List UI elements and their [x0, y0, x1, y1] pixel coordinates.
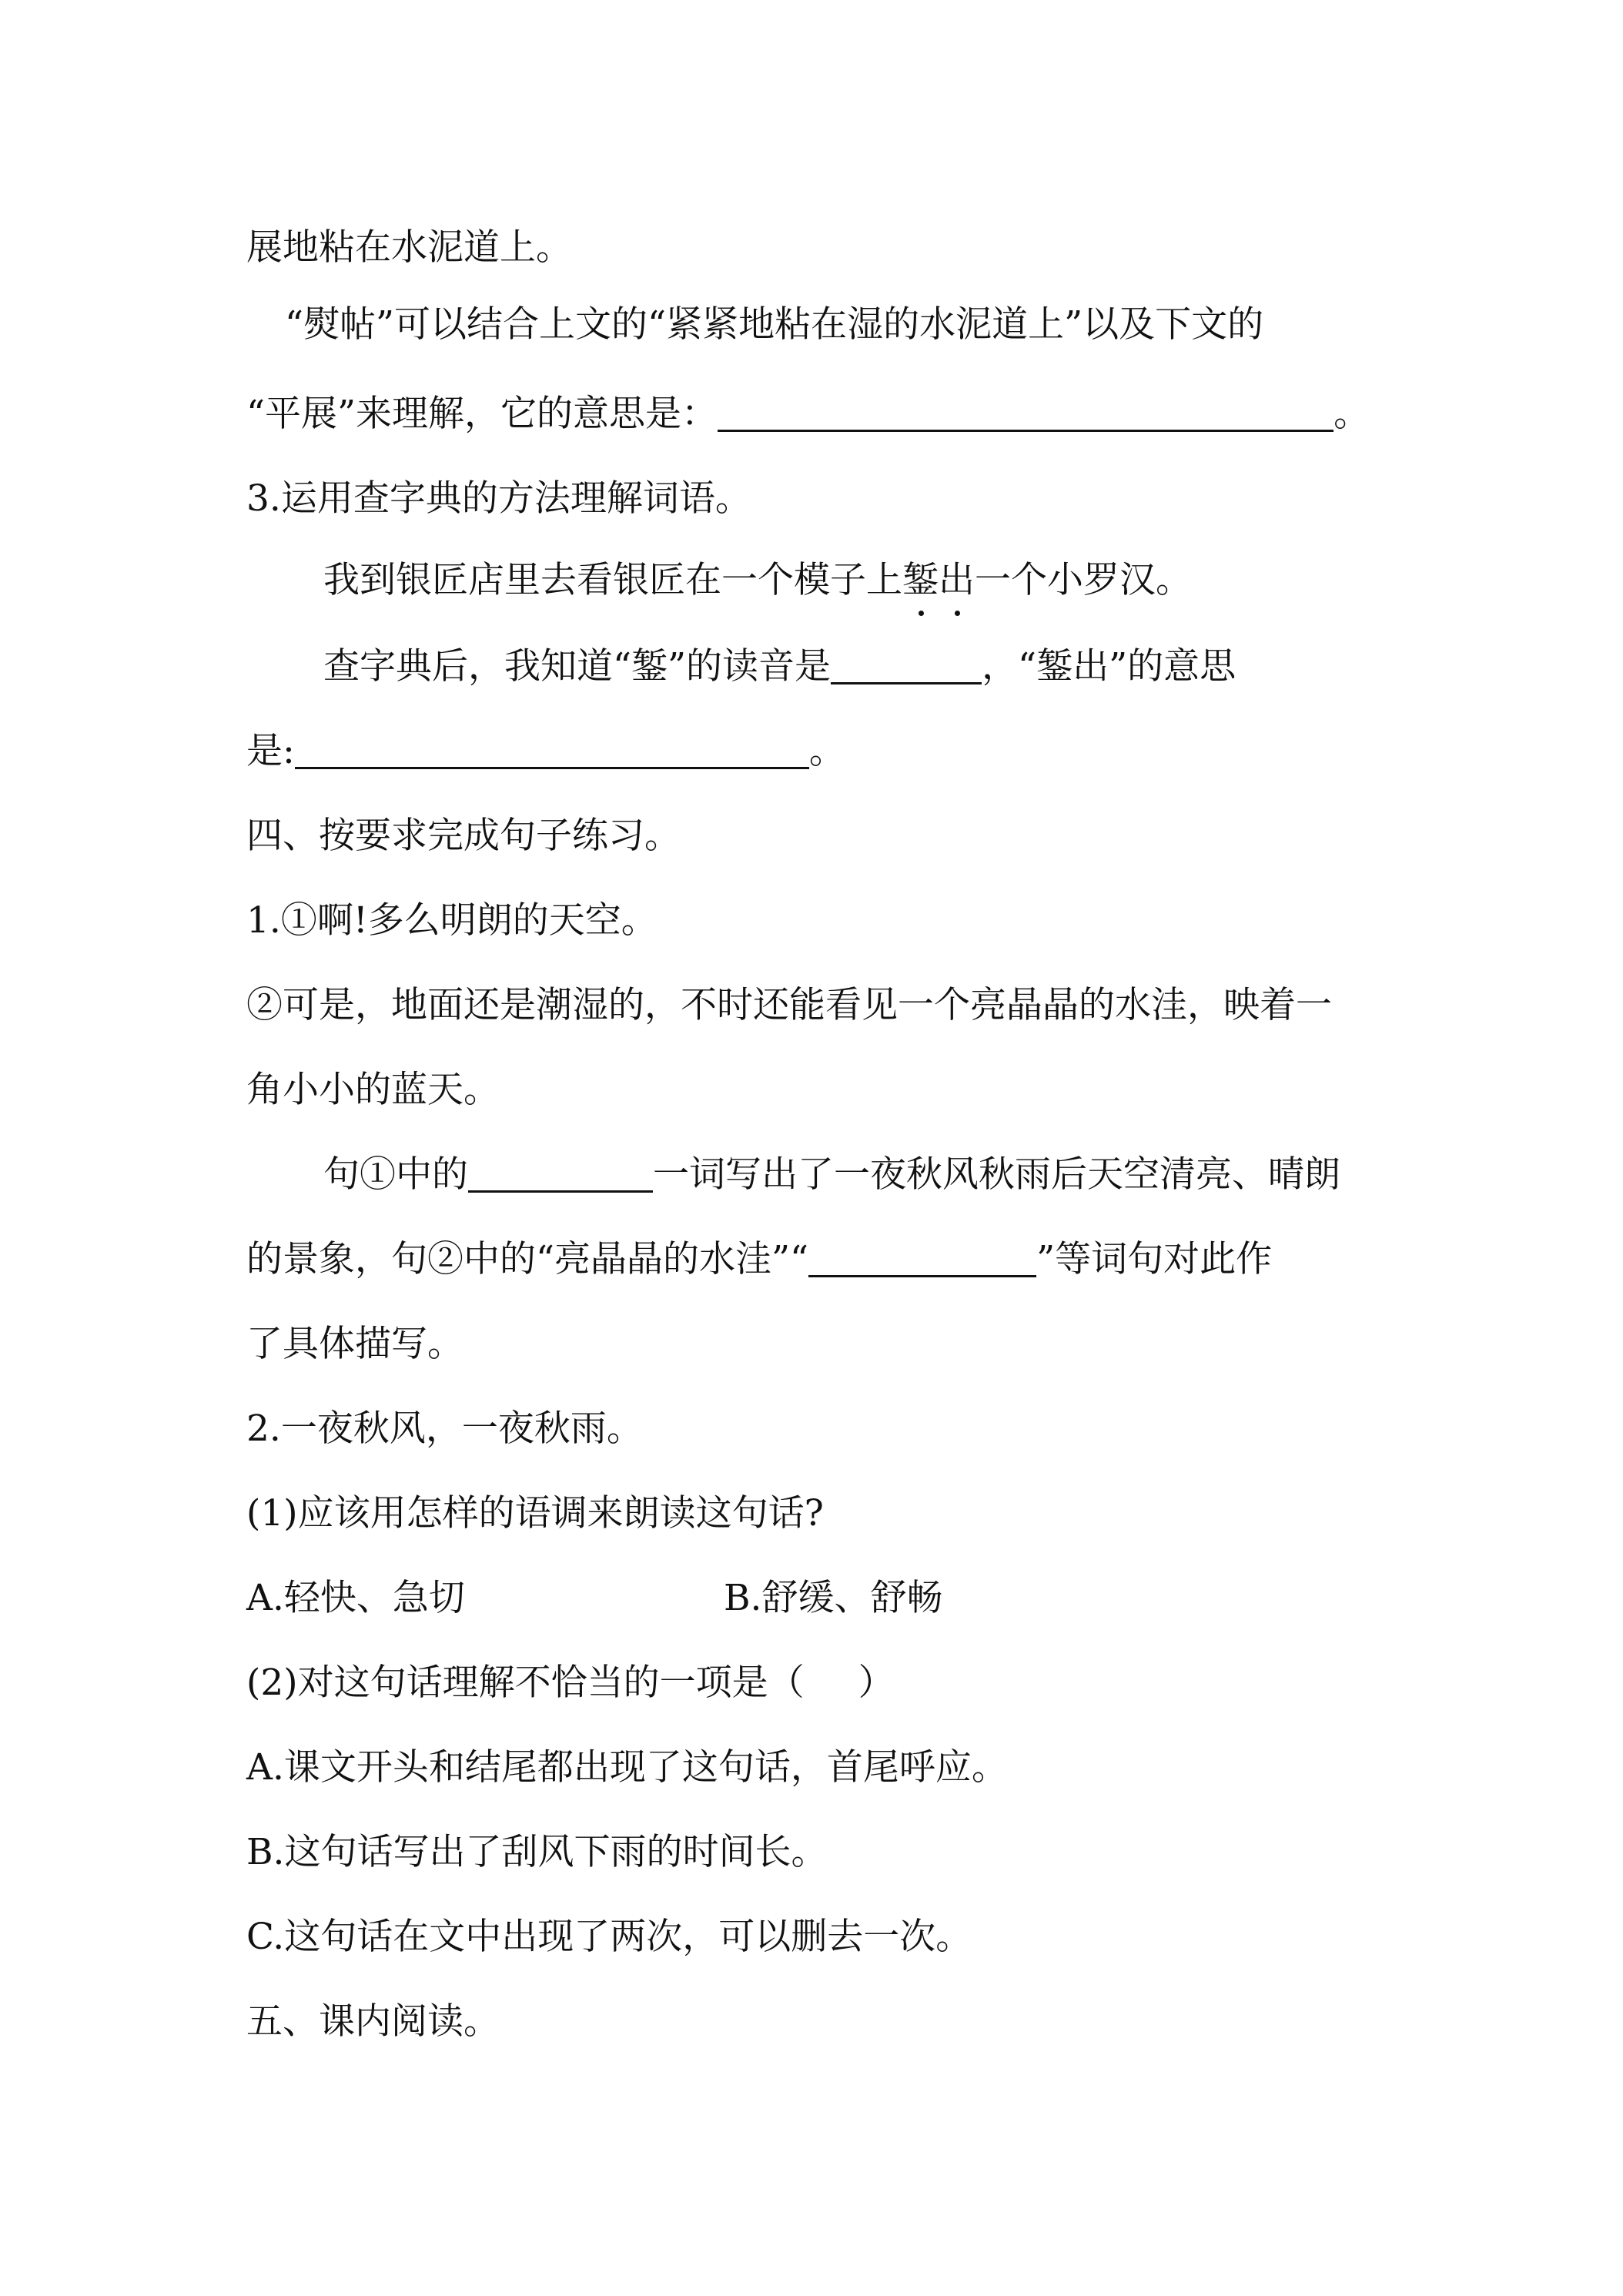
text-line: 了具体描写。 — [246, 1323, 463, 1365]
text-line: 1.①啊!多么明朗的天空。 — [246, 899, 658, 942]
text-line: 是: 。 — [246, 730, 845, 772]
text-line: 句①中的 一词写出了一夜秋风秋雨后天空清亮、晴朗 — [323, 1153, 1340, 1196]
option-b[interactable]: B.这句话写出了刮风下雨的时间长。 — [246, 1831, 828, 1873]
text-line: 角小小的蓝天。 — [246, 1069, 500, 1111]
paragraph-continuation: 展地粘在水泥道上。 — [246, 226, 572, 269]
option-a[interactable]: A.课文开头和结尾都出现了这句话，首尾呼应。 — [246, 1746, 1008, 1789]
answer-blank-word[interactable] — [468, 1156, 653, 1193]
emphasis-dot-char: 出 — [939, 556, 975, 605]
options-row — [246, 1574, 465, 1623]
question-heading: 3.运用查字典的方法理解词语。 — [246, 477, 751, 520]
option-b[interactable]: B.舒缓、舒畅 — [724, 1577, 943, 1619]
text-line — [285, 300, 1263, 350]
example-sentence: 我到银匠店里去看银匠在一个模子上錾出一个小罗汉。 — [323, 556, 1192, 605]
options-row — [724, 1574, 942, 1623]
text-line — [246, 223, 572, 273]
text-line: “平展”来理解，它的意思是： 。 — [246, 393, 1370, 435]
text-line: 查字典后，我知道“錾”的读音是 ，“錾出”的意思 — [323, 645, 1236, 688]
option-a[interactable]: A.轻快、急切 — [246, 1577, 465, 1619]
answer-blank-pronunciation[interactable] — [831, 648, 982, 684]
sub-question: (1)应该用怎样的语调来朗读这句话? — [246, 1492, 824, 1535]
section-heading: 四、按要求完成句子练习。 — [246, 815, 681, 857]
question-heading: 2.一夜秋风，一夜秋雨。 — [246, 1407, 643, 1450]
emphasis-dot-char: 錾 — [902, 556, 939, 605]
explanation-text: “熨帖”可以结合上文的“紧紧地粘在湿的水泥道上”以及下文的 — [285, 303, 1264, 346]
text-line: ②可是，地面还是潮湿的，不时还能看见一个亮晶晶的水洼，映着一 — [246, 984, 1332, 1026]
text-line: 的景象，句②中的“亮晶晶的水洼”“ ”等词句对此作 — [246, 1238, 1273, 1280]
option-c[interactable]: C.这句话在文中出现了两次，可以删去一次。 — [246, 1916, 972, 1958]
answer-blank-phrase[interactable] — [808, 1241, 1036, 1277]
answer-blank-meaning[interactable] — [718, 396, 1334, 432]
answer-blank-definition[interactable] — [295, 733, 809, 769]
section-heading: 五、课内阅读。 — [246, 2000, 500, 2043]
sub-question: (2)对这句话理解不恰当的一项是（ ） — [246, 1662, 895, 1704]
